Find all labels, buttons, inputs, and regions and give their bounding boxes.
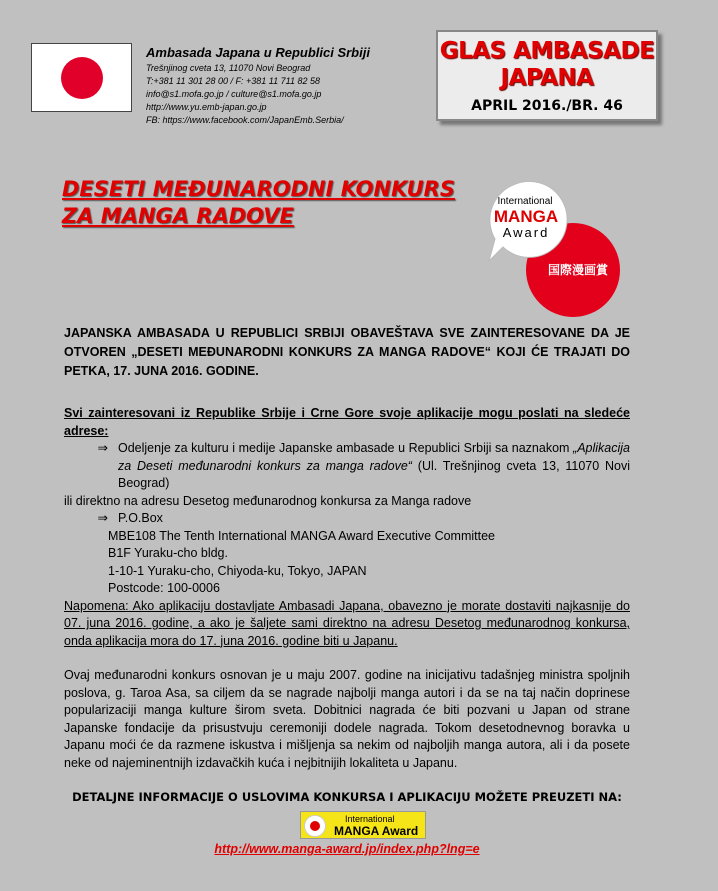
address-line: B1F Yuraku-cho bldg. bbox=[108, 546, 228, 560]
description-paragraph: Ovaj međunarodni konkurs osnovan je u maju 2007. godine na inicijativu tadašnjeg ministra spoljnih poslova, g. Taroa Asa, sa ciljem da se nagrade najbolji manga autori i da se na taj način doprinese popularizaciji manga kulture širom sveta. Dobitnici nagrada će biti pozvani u Japan od strane Japanske fondacije da prisustvuju ceremoniji dodele nagrada. Tokom desetodnevnog boravka u Japanu moći će da razmene iskustva i mišljenja sa nekim od najboljih manga autora, ali i da posete neke od najeminentnijh izdavačkih kuća i nejbitnijih lokaliteta u Japanu. bbox=[64, 668, 630, 770]
embassy-name: Ambasada Japana u Republici Srbiji bbox=[146, 45, 370, 60]
banner-logo-icon bbox=[304, 815, 326, 837]
manga-award-logo bbox=[465, 170, 625, 320]
arrow-icon: ⇒ bbox=[97, 441, 108, 455]
article-title bbox=[62, 176, 462, 230]
embassy-website[interactable]: http://www.yu.emb-japan.go.jp bbox=[146, 102, 267, 112]
option-embassy bbox=[64, 440, 630, 493]
embassy-contact-block bbox=[146, 45, 426, 127]
article-title-line2: ZA MANGA RADOVE bbox=[62, 204, 294, 228]
manga-award-banner[interactable] bbox=[300, 811, 426, 839]
article-body bbox=[64, 405, 630, 772]
apply-heading: Svi zainteresovani iz Republike Srbije i Crne Gore svoje aplikacije mogu poslati na sledeće adrese: bbox=[64, 406, 630, 438]
address-line: P.O.Box bbox=[118, 511, 163, 525]
japan-flag bbox=[31, 43, 132, 112]
option-direct bbox=[64, 510, 630, 528]
arrow-icon: ⇒ bbox=[97, 511, 108, 525]
address-line: MBE108 The Tenth International MANGA Award Executive Committee bbox=[108, 528, 496, 543]
newsletter-issue: APRIL 2016./BR. 46 bbox=[471, 98, 623, 114]
newsletter-title-box bbox=[436, 30, 658, 121]
article-title-line1: DESETI MEĐUNARODNI KONKURS bbox=[62, 177, 455, 201]
embassy-phone: T:+381 11 301 28 00 / F: +381 11 711 82 58 bbox=[146, 76, 320, 86]
option-embassy-text: Odeljenje za kulturu i medije Japanske ambasade u Republici Srbiji sa naznakom „Aplikacija za Deseti međunarodni konkurs za manga radove“ (Ul. Trešnjinog cveta 13, 11070 Novi Beograd) bbox=[118, 441, 630, 490]
flag-sun bbox=[61, 57, 103, 99]
intro-paragraph: JAPANSKA AMBASADA U REPUBLICI SRBIJI OBAVEŠTAVA SVE ZAINTERESOVANE DA JE OTVOREN „DESETI MEĐUNARODNI KONKURS ZA MANGA RADOVE“ KOJI ĆE TRAJATI DO PETKA, 17. JUNA 2016. GODINE. bbox=[64, 326, 630, 378]
logo-word-manga: MANGA bbox=[493, 207, 559, 226]
newsletter-title-line1: GLAS AMBASADE bbox=[439, 38, 655, 64]
option-embassy-label: „Aplikacija za Deseti međunarodni konkurs za manga radove“ bbox=[118, 441, 630, 473]
banner-line1: International bbox=[345, 814, 395, 824]
deadline-note: Napomena: Ako aplikaciju dostavljate Ambasadi Japana, obavezno je morate dostaviti najkasnije do 07. juna 2016. godine, a ako je šaljete sami direktno na adresu Desetog međunarodnog konkursa, onda aplikacija mora do 17. juna 2016. godine biti u Japanu. bbox=[64, 598, 630, 648]
address-line: Postcode: 100-0006 bbox=[108, 581, 220, 595]
logo-kanji: 国際漫画賞 bbox=[547, 263, 609, 277]
embassy-address: Trešnjinog cveta 13, 11070 Novi Beograd bbox=[146, 63, 311, 73]
logo-word-award: Award bbox=[502, 225, 550, 240]
embassy-facebook[interactable]: FB: https://www.facebook.com/JapanEmb.Serbia/ bbox=[146, 115, 344, 125]
newsletter-title-line2: JAPANA bbox=[500, 65, 594, 91]
manga-award-link[interactable]: http://www.manga-award.jp/index.php?lng=e bbox=[214, 842, 480, 856]
embassy-email[interactable]: info@s1.mofa.go.jp / culture@s1.mofa.go.jp bbox=[146, 89, 322, 99]
logo-word-international: International bbox=[497, 196, 553, 207]
more-info-heading: DETALJNE INFORMACIJE O USLOVIMA KONKURSA I APLIKACIJU MOŽETE PREUZETI NA: bbox=[72, 790, 622, 804]
or-direct-text: ili direktno na adresu Desetog međunarodnog konkursa za Manga radove bbox=[64, 493, 472, 508]
address-line: 1-10-1 Yuraku-cho, Chiyoda-ku, Tokyo, JAPAN bbox=[108, 563, 367, 578]
banner-line2: MANGA Award bbox=[334, 824, 419, 838]
